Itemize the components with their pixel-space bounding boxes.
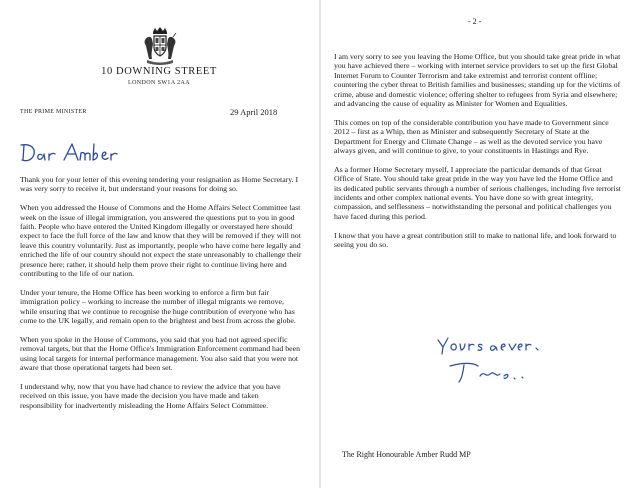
- handwritten-closing-signature: [434, 332, 554, 392]
- letter-body-page-2: [334, 52, 622, 259]
- page-divider: [319, 0, 321, 488]
- paragraph: I am very sorry to see you leaving the Home Office, but you should take great pride in what you have achieved there – working with internet service providers to set up the first Global Internet Forum to Counter Terrorism and take extremist and terrorist content offline; countering the cyber threat to British families and businesses; standing up for the victims of crime, abuse and domestic violence; offering shelter to refugees from Syria and elsewhere; and advancing the cause of equality as Minister for Women and Equalities.: [334, 52, 621, 109]
- paragraph: I know that you have a great contribution still to make to national life, and look forward to seeing you do so.: [334, 230, 617, 250]
- letter-date: 29 April 2018: [230, 107, 278, 117]
- page-number: - 2 -: [468, 17, 482, 26]
- letter-page-2: [322, 0, 640, 488]
- paragraph: Under your tenure, the Home Office has been working to enforce a firm but fair immigration policy – working to increase the number of illegal migrants we remove, while ensuring that we continue to recognise the huge contribution of everyone who has come to the UK legally, and remain open to the brightest and best from across the globe.: [20, 287, 296, 326]
- paragraph: When you spoke in the House of Commons, you said that you had not agreed specific removal targets, but that the Home Office's Immigration Enforcement command had been using local targets for internal performance management. You also said that you were not aware that those operational targets had been set.: [20, 334, 300, 373]
- paragraph: Thank you for your letter of this evening tendering your resignation as Home Secretary. I was very sorry to receive it, but understand your reasons for doing so.: [20, 175, 299, 194]
- paragraph: I understand why, now that you have had chance to review the advice that you have received on this issue, you have made the decision you have made and taken responsibility for inadvertently misleading the Home Affairs Select Committee.: [20, 381, 281, 410]
- handwritten-salutation: [18, 140, 128, 166]
- address-street: 10 DOWNING STREET: [101, 66, 217, 77]
- paragraph: When you addressed the House of Commons and the Home Affairs Select Committee last week on the issue of illegal immigration, you answered the questions put to you in good faith. People who have entered the United Kingdom illegally or overstayed here should expect to face the full force of the law and know that they will be removed if they will not leave this country voluntarily. Just as importantly, people who have come here legally and enriched the life of our country should not expect the state unreasonably to challenge their presence here; rather, it should help them prove their right to continue living here and contributing to the life of our nation.: [20, 203, 302, 279]
- paragraph: As a former Home Secretary myself, I appreciate the particular demands of that Great Office of State. You should take great pride in the way you have led the Home Office and its dedicated public servants through a number of serious challenges, including five terrorist incidents and other complex national events. You have done so with great integrity, compassion, and selflessness – notwithstanding the personal and political challenges you have faced during this period.: [334, 164, 621, 221]
- address-city: LONDON SW1A 2AA: [128, 80, 190, 86]
- paragraph: This comes on top of the considerable contribution you have made to Government since 2012 – first as a Whip, then as Minister and subsequently Secretary of State at the Department for Energy and Climate Change – as well as the devoted service you have always given, and will continue to give, to your constituents in Hastings and Rye.: [334, 117, 609, 156]
- sender-title: THE PRIME MINISTER: [20, 109, 87, 115]
- royal-coat-of-arms-icon: [143, 26, 177, 66]
- recipient-name: The Right Honourable Amber Rudd MP: [342, 450, 471, 459]
- letter-body-page-1: [20, 175, 302, 419]
- letter-page-1: [0, 0, 318, 488]
